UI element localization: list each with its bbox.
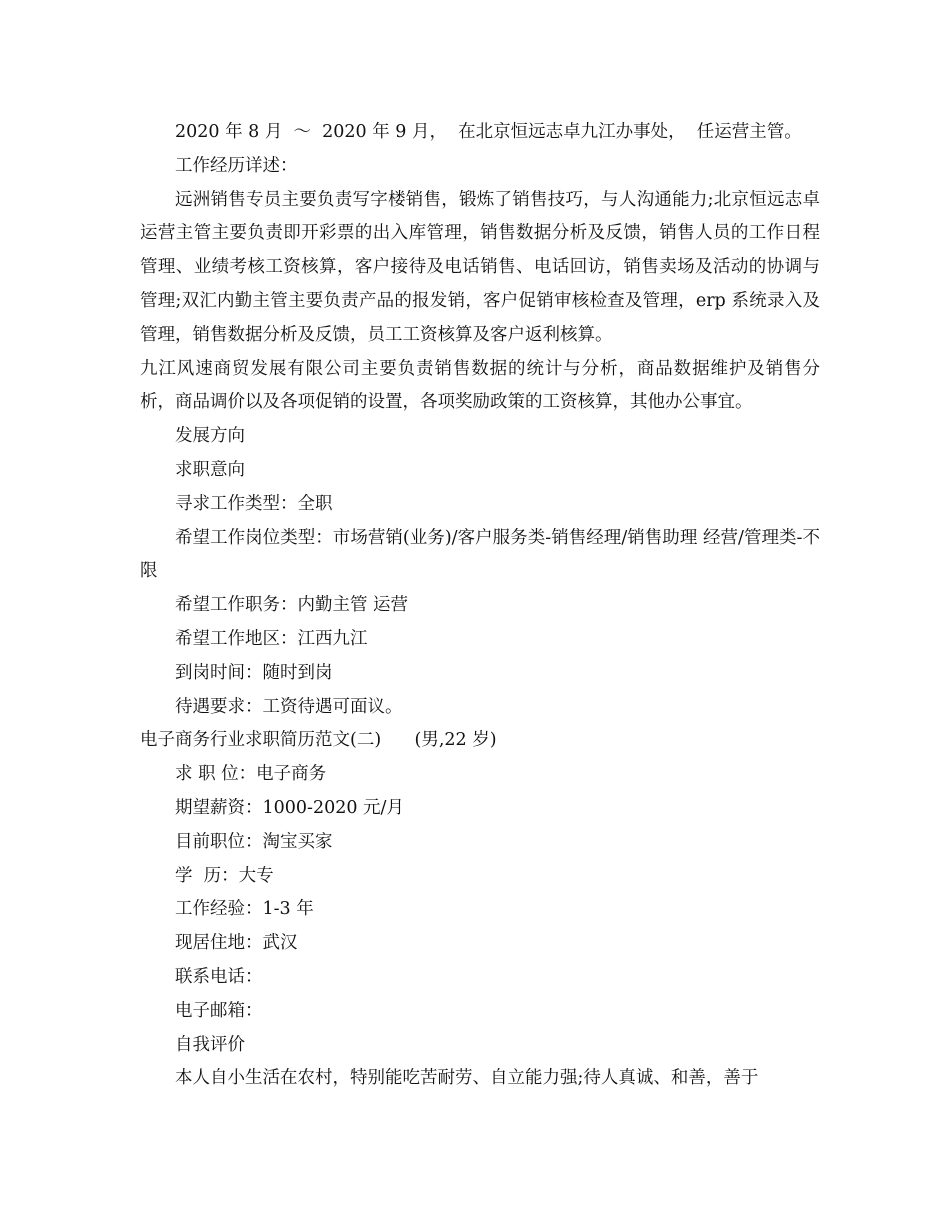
desired-position-type-line: 希望工作岗位类型：市场营销(业务)/客户服务类-销售经理/销售助理 经营/管理类-不限 [140,527,820,582]
work-experience-line: 工作经验：1-3 年 [175,899,314,920]
work-detail-heading: 工作经历详述： [175,155,298,176]
work-period-line: 2020 年 8 月 ～ 2020 年 9 月， 在北京恒远志卓九江办事处， 任运营主管。 [175,122,802,142]
self-evaluation-paragraph: 本人自小生活在农村，特别能吃苦耐劳、自立能力强;待人真诚、和善，善于 [175,1068,759,1089]
section-heading-job-intention: 求职意向 [175,459,245,480]
expected-salary-line: 期望薪资：1000-2020 元/月 [175,797,404,818]
email-line: 电子邮箱： [175,1000,263,1021]
section-heading-self-evaluation: 自我评价 [175,1034,245,1055]
job-type-line: 寻求工作类型：全职 [175,493,333,514]
education-line: 学 历：大专 [175,865,274,886]
residence-line: 现居住地：武汉 [175,933,298,954]
section-heading-development: 发展方向 [175,426,245,447]
salary-requirement-line: 待遇要求：工资待遇可面议。 [175,696,403,717]
phone-line: 联系电话： [175,966,263,987]
applied-position-line: 求 职 位：电子商务 [175,764,327,785]
resume-sample-title: 电子商务行业求职简历范文(二) (男,22 岁) [140,730,497,751]
current-position-line: 目前职位：淘宝买家 [175,831,333,852]
work-detail-paragraph: 远洲销售专员主要负责写字楼销售，锻炼了销售技巧，与人沟通能力;北京恒远志卓运营主管主要负责即开彩票的出入库管理，销售数据分析及反馈，销售人员的工作日程管理、业绩考核工资核算，客户接待及电话销售、电话回访，销售卖场及活动的协调与管理;双汇内勤主管主要负责产品的报发销，客户促销审核检查及管理，erp 系统录入及管理，销售数据分析及反馈，员工工资核算及客户返利核算。 [140,189,820,345]
work-detail-paragraph-continued: 九江风速商贸发展有限公司主要负责销售数据的统计与分析，商品数据维护及销售分析，商品调价以及各项促销的设置，各项奖励政策的工资核算，其他办公事宜。 [140,358,820,413]
arrival-time-line: 到岗时间：随时到岗 [175,662,333,683]
document-body [140,116,820,1096]
desired-region-line: 希望工作地区：江西九江 [175,628,368,649]
desired-duty-line: 希望工作职务：内勤主管 运营 [175,595,409,616]
